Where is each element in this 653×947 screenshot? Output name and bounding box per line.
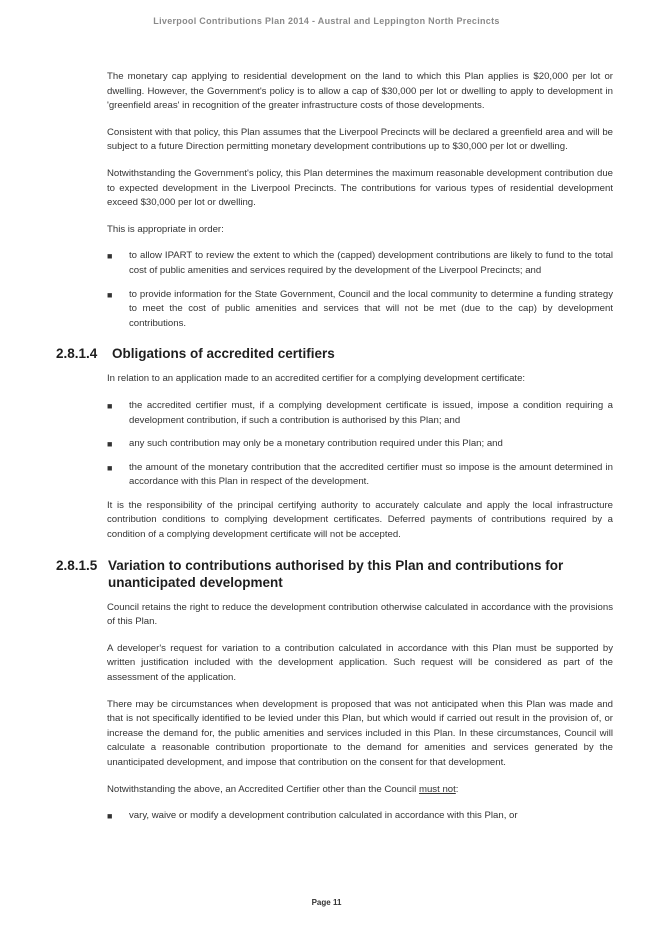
- running-header: Liverpool Contributions Plan 2014 - Austral and Leppington North Precincts: [153, 16, 500, 26]
- paragraph: This is appropriate in order:: [107, 223, 224, 235]
- paragraph: A developer's request for variation to a contribution calculated in accordance with this Plan must be supported by written justification included with the development application. Such request will be considered as part of the assessment of the application.: [107, 642, 613, 684]
- bullet-list: [107, 249, 613, 331]
- square-bullet-icon: ■: [107, 811, 113, 822]
- bullet-list: [107, 809, 613, 824]
- paragraph: Council retains the right to reduce the development contribution otherwise calculated in accordance with the provisions of this Plan.: [107, 601, 613, 628]
- list-item: [107, 288, 613, 332]
- list-item: [107, 249, 613, 278]
- section-heading: [56, 557, 613, 591]
- paragraph: Consistent with that policy, this Plan assumes that the Liverpool Precincts will be declared a greenfield area and will be subject to a future Direction permitting monetary development contributions up to $30,000 per lot or dwelling.: [107, 126, 613, 153]
- list-item: [107, 399, 613, 428]
- square-bullet-icon: ■: [107, 400, 113, 411]
- square-bullet-icon: ■: [107, 289, 113, 300]
- bullet-list: [107, 399, 613, 490]
- underlined-text: must not: [418, 783, 456, 795]
- paragraph: In relation to an application made to an accredited certifier for a complying development certificate:: [107, 373, 526, 385]
- list-item-text: to allow IPART to review the extent to which the (capped) development contributions are likely to fund to the total cost of public amenities and services required by the development of the Liverpool Precincts; and: [129, 250, 613, 276]
- paragraph: [107, 783, 613, 798]
- list-item-text: the amount of the monetary contribution that the accredited certifier must so impose is the amount determined in accordance with this Plan in respect of the development.: [129, 461, 613, 488]
- paragraph: Notwithstanding the Government's policy, this Plan determines the maximum reasonable development contribution due to expected development in the Liverpool Precincts. The contributions for various types of residential development exceed $30,000 per lot or dwelling.: [107, 167, 613, 209]
- section-number: 2.8.1.4: [56, 346, 98, 362]
- list-item: [107, 809, 613, 824]
- list-item: [107, 437, 613, 452]
- square-bullet-icon: ■: [107, 439, 113, 450]
- list-item-text: the accredited certifier must, if a complying development certificate is issued, impose a condition requiring a development contribution, if such a contribution is authorised by this Plan; and: [129, 399, 613, 426]
- text-run: :: [455, 783, 459, 795]
- page-content: [0, 70, 653, 833]
- square-bullet-icon: ■: [107, 462, 113, 473]
- list-item-text: to provide information for the State Government, Council and the local community to determine a funding strategy to meet the cost of public amenities and services that will not be met (due to the cap) by development contributions.: [129, 288, 613, 329]
- list-item: [107, 461, 613, 490]
- paragraph: The monetary cap applying to residential development on the land to which this Plan applies is $20,000 per lot or dwelling. However, the Government's policy is to allow a cap of $30,000 per lot or dwelling to apply to development in 'greenfield areas' in recognition of the greater infrastructure costs of those developments.: [107, 71, 613, 112]
- text-run: Notwithstanding the above, an Accredited Certifier other than the Council: [107, 783, 419, 795]
- section-title: Obligations of accredited certifiers: [112, 346, 335, 362]
- section-title: Variation to contributions authorised by this Plan and contributions for unanticipated development: [108, 557, 564, 590]
- page-number: Page 11: [311, 898, 342, 907]
- section-heading: [56, 345, 613, 362]
- square-bullet-icon: ■: [107, 251, 113, 262]
- list-item-text: any such contribution may only be a monetary contribution required under this Plan; and: [129, 438, 503, 450]
- list-item-text: vary, waive or modify a development contribution calculated in accordance with this Plan, or: [129, 810, 518, 822]
- section-number: 2.8.1.5: [56, 557, 98, 573]
- paragraph: There may be circumstances when development is proposed that was not anticipated when this Plan was made and that is not specifically identified to be levied under this Plan, but which would if carried out result in the provision of, or increase the demand for, the public amenities and services included in this Plan. In these circumstances, Council will calculate a reasonable contribution proportionate to the demand for amenities and services generated by the unanticipated development, and impose that contribution on the consent for that development.: [107, 698, 613, 768]
- paragraph: It is the responsibility of the principal certifying authority to accurately calculate and apply the local infrastructure contribution conditions to complying development certificates. Deferred payments of contributions required by a condition of a complying development certificate will not be accepted.: [107, 499, 613, 541]
